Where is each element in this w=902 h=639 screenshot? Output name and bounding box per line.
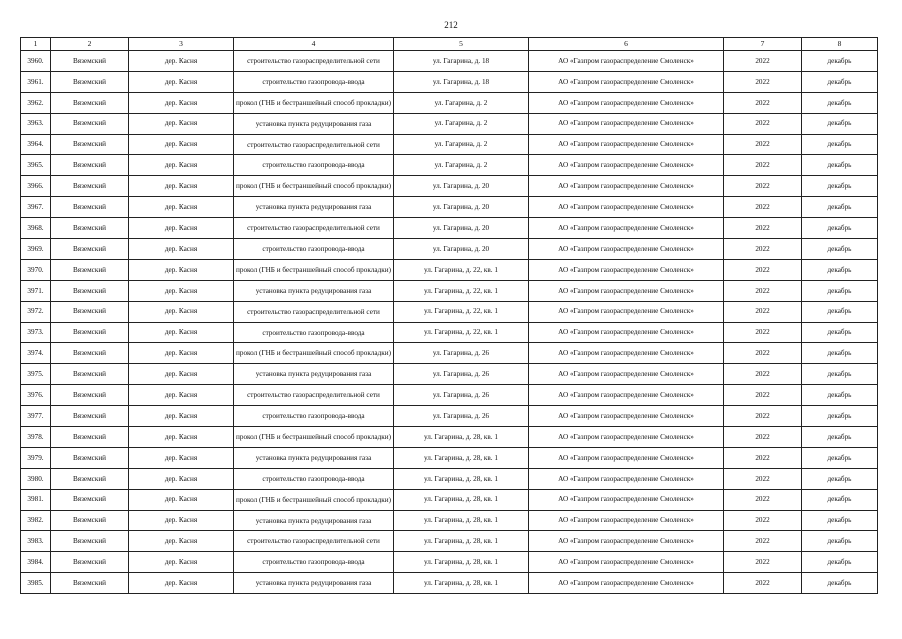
cell-row-number: 3983. (21, 531, 51, 552)
cell-address: ул. Гагарина, д. 26 (394, 406, 529, 427)
cell-work-type: установка пункта редуцирования газа (234, 280, 394, 301)
cell-work-type: установка пункта редуцирования газа (234, 197, 394, 218)
cell-month: декабрь (802, 51, 878, 72)
cell-contractor: АО «Газпром газораспределение Смоленск» (529, 468, 724, 489)
cell-settlement: дер. Касня (129, 280, 234, 301)
cell-address: ул. Гагарина, д. 28, кв. 1 (394, 468, 529, 489)
cell-year: 2022 (724, 343, 802, 364)
cell-work-type: строительство газораспределительной сети (234, 301, 394, 322)
cell-contractor: АО «Газпром газораспределение Смоленск» (529, 134, 724, 155)
cell-address: ул. Гагарина, д. 20 (394, 218, 529, 239)
cell-contractor: АО «Газпром газораспределение Смоленск» (529, 197, 724, 218)
cell-settlement: дер. Касня (129, 218, 234, 239)
cell-settlement: дер. Касня (129, 155, 234, 176)
cell-row-number: 3972. (21, 301, 51, 322)
cell-settlement: дер. Касня (129, 239, 234, 260)
table-row (21, 364, 878, 385)
cell-month: декабрь (802, 343, 878, 364)
cell-district: Вяземский (51, 343, 129, 364)
cell-district: Вяземский (51, 176, 129, 197)
cell-month: декабрь (802, 385, 878, 406)
cell-district: Вяземский (51, 322, 129, 343)
cell-settlement: дер. Касня (129, 468, 234, 489)
cell-settlement: дер. Касня (129, 259, 234, 280)
cell-year: 2022 (724, 301, 802, 322)
cell-work-type: строительство газораспределительной сети (234, 134, 394, 155)
cell-district: Вяземский (51, 468, 129, 489)
cell-settlement: дер. Касня (129, 364, 234, 385)
cell-settlement: дер. Касня (129, 343, 234, 364)
cell-row-number: 3985. (21, 573, 51, 594)
table-row (21, 176, 878, 197)
cell-district: Вяземский (51, 239, 129, 260)
cell-row-number: 3968. (21, 218, 51, 239)
cell-district: Вяземский (51, 573, 129, 594)
cell-row-number: 3964. (21, 134, 51, 155)
cell-year: 2022 (724, 510, 802, 531)
table-row (21, 427, 878, 448)
cell-row-number: 3961. (21, 71, 51, 92)
cell-contractor: АО «Газпром газораспределение Смоленск» (529, 71, 724, 92)
cell-contractor: АО «Газпром газораспределение Смоленск» (529, 113, 724, 134)
cell-contractor: АО «Газпром газораспределение Смоленск» (529, 447, 724, 468)
table-row (21, 322, 878, 343)
cell-district: Вяземский (51, 197, 129, 218)
cell-contractor: АО «Газпром газораспределение Смоленск» (529, 239, 724, 260)
cell-address: ул. Гагарина, д. 28, кв. 1 (394, 489, 529, 510)
cell-address: ул. Гагарина, д. 28, кв. 1 (394, 531, 529, 552)
cell-district: Вяземский (51, 552, 129, 573)
table-row (21, 385, 878, 406)
cell-row-number: 3982. (21, 510, 51, 531)
cell-settlement: дер. Касня (129, 489, 234, 510)
cell-contractor: АО «Газпром газораспределение Смоленск» (529, 259, 724, 280)
cell-work-type: прокол (ГНБ и бестраншейный способ прокладки) (234, 489, 394, 510)
column-header-1: 1 (21, 38, 51, 51)
table-row (21, 51, 878, 72)
table-row (21, 406, 878, 427)
table-row (21, 489, 878, 510)
cell-month: декабрь (802, 510, 878, 531)
cell-district: Вяземский (51, 385, 129, 406)
cell-settlement: дер. Касня (129, 552, 234, 573)
cell-address: ул. Гагарина, д. 22, кв. 1 (394, 301, 529, 322)
cell-month: декабрь (802, 406, 878, 427)
cell-settlement: дер. Касня (129, 197, 234, 218)
cell-address: ул. Гагарина, д. 20 (394, 239, 529, 260)
cell-settlement: дер. Касня (129, 134, 234, 155)
cell-month: декабрь (802, 552, 878, 573)
cell-work-type: строительство газораспределительной сети (234, 218, 394, 239)
cell-work-type: прокол (ГНБ и бестраншейный способ прокладки) (234, 343, 394, 364)
cell-month: декабрь (802, 155, 878, 176)
cell-work-type: строительство газопровода-ввода (234, 322, 394, 343)
cell-address: ул. Гагарина, д. 2 (394, 134, 529, 155)
cell-year: 2022 (724, 113, 802, 134)
cell-row-number: 3977. (21, 406, 51, 427)
table-row (21, 197, 878, 218)
cell-year: 2022 (724, 92, 802, 113)
cell-year: 2022 (724, 385, 802, 406)
column-header-7: 7 (724, 38, 802, 51)
cell-year: 2022 (724, 447, 802, 468)
cell-address: ул. Гагарина, д. 22, кв. 1 (394, 280, 529, 301)
cell-row-number: 3962. (21, 92, 51, 113)
cell-month: декабрь (802, 301, 878, 322)
cell-district: Вяземский (51, 489, 129, 510)
cell-work-type: строительство газораспределительной сети (234, 385, 394, 406)
cell-row-number: 3976. (21, 385, 51, 406)
cell-address: ул. Гагарина, д. 28, кв. 1 (394, 427, 529, 448)
cell-settlement: дер. Касня (129, 447, 234, 468)
table-row (21, 113, 878, 134)
cell-address: ул. Гагарина, д. 28, кв. 1 (394, 552, 529, 573)
cell-row-number: 3971. (21, 280, 51, 301)
cell-month: декабрь (802, 71, 878, 92)
cell-work-type: прокол (ГНБ и бестраншейный способ прокладки) (234, 176, 394, 197)
column-header-3: 3 (129, 38, 234, 51)
cell-district: Вяземский (51, 113, 129, 134)
cell-row-number: 3969. (21, 239, 51, 260)
cell-month: декабрь (802, 280, 878, 301)
cell-row-number: 3984. (21, 552, 51, 573)
table-row (21, 280, 878, 301)
cell-address: ул. Гагарина, д. 22, кв. 1 (394, 259, 529, 280)
cell-year: 2022 (724, 239, 802, 260)
cell-month: декабрь (802, 427, 878, 448)
cell-row-number: 3980. (21, 468, 51, 489)
cell-month: декабрь (802, 468, 878, 489)
cell-row-number: 3978. (21, 427, 51, 448)
table-header (21, 38, 878, 51)
cell-work-type: строительство газопровода-ввода (234, 552, 394, 573)
cell-settlement: дер. Касня (129, 51, 234, 72)
cell-year: 2022 (724, 259, 802, 280)
cell-year: 2022 (724, 364, 802, 385)
cell-month: декабрь (802, 92, 878, 113)
cell-month: декабрь (802, 239, 878, 260)
cell-contractor: АО «Газпром газораспределение Смоленск» (529, 573, 724, 594)
page-number: 212 (444, 20, 458, 30)
cell-work-type: строительство газопровода-ввода (234, 406, 394, 427)
cell-year: 2022 (724, 51, 802, 72)
cell-month: декабрь (802, 134, 878, 155)
cell-row-number: 3975. (21, 364, 51, 385)
table-row (21, 218, 878, 239)
table-row (21, 510, 878, 531)
column-header-2: 2 (51, 38, 129, 51)
cell-address: ул. Гагарина, д. 18 (394, 51, 529, 72)
table-row (21, 301, 878, 322)
cell-contractor: АО «Газпром газораспределение Смоленск» (529, 552, 724, 573)
cell-contractor: АО «Газпром газораспределение Смоленск» (529, 92, 724, 113)
cell-year: 2022 (724, 197, 802, 218)
cell-year: 2022 (724, 280, 802, 301)
cell-settlement: дер. Касня (129, 301, 234, 322)
cell-work-type: строительство газопровода-ввода (234, 155, 394, 176)
cell-row-number: 3981. (21, 489, 51, 510)
cell-district: Вяземский (51, 364, 129, 385)
column-header-4: 4 (234, 38, 394, 51)
cell-work-type: прокол (ГНБ и бестраншейный способ прокладки) (234, 92, 394, 113)
cell-year: 2022 (724, 573, 802, 594)
cell-work-type: прокол (ГНБ и бестраншейный способ прокладки) (234, 259, 394, 280)
cell-district: Вяземский (51, 92, 129, 113)
cell-settlement: дер. Касня (129, 385, 234, 406)
cell-month: декабрь (802, 218, 878, 239)
cell-work-type: строительство газопровода-ввода (234, 71, 394, 92)
cell-work-type: строительство газопровода-ввода (234, 468, 394, 489)
table-row (21, 71, 878, 92)
cell-work-type: установка пункта редуцирования газа (234, 573, 394, 594)
header-row (21, 38, 878, 51)
cell-row-number: 3979. (21, 447, 51, 468)
table-row (21, 468, 878, 489)
table-row (21, 239, 878, 260)
cell-district: Вяземский (51, 531, 129, 552)
cell-month: декабрь (802, 259, 878, 280)
cell-district: Вяземский (51, 71, 129, 92)
cell-year: 2022 (724, 406, 802, 427)
cell-year: 2022 (724, 155, 802, 176)
cell-row-number: 3967. (21, 197, 51, 218)
cell-contractor: АО «Газпром газораспределение Смоленск» (529, 406, 724, 427)
cell-contractor: АО «Газпром газораспределение Смоленск» (529, 489, 724, 510)
cell-contractor: АО «Газпром газораспределение Смоленск» (529, 280, 724, 301)
cell-district: Вяземский (51, 406, 129, 427)
cell-month: декабрь (802, 447, 878, 468)
cell-contractor: АО «Газпром газораспределение Смоленск» (529, 364, 724, 385)
cell-contractor: АО «Газпром газораспределение Смоленск» (529, 343, 724, 364)
cell-settlement: дер. Касня (129, 92, 234, 113)
column-header-8: 8 (802, 38, 878, 51)
cell-work-type: строительство газораспределительной сети (234, 51, 394, 72)
cell-district: Вяземский (51, 51, 129, 72)
cell-address: ул. Гагарина, д. 28, кв. 1 (394, 573, 529, 594)
cell-row-number: 3966. (21, 176, 51, 197)
cell-contractor: АО «Газпром газораспределение Смоленск» (529, 427, 724, 448)
cell-settlement: дер. Касня (129, 71, 234, 92)
table-body (21, 51, 878, 594)
cell-address: ул. Гагарина, д. 28, кв. 1 (394, 447, 529, 468)
table-row (21, 531, 878, 552)
cell-contractor: АО «Газпром газораспределение Смоленск» (529, 51, 724, 72)
cell-month: декабрь (802, 197, 878, 218)
cell-address: ул. Гагарина, д. 2 (394, 92, 529, 113)
cell-settlement: дер. Касня (129, 113, 234, 134)
cell-contractor: АО «Газпром газораспределение Смоленск» (529, 301, 724, 322)
cell-row-number: 3974. (21, 343, 51, 364)
cell-work-type: прокол (ГНБ и бестраншейный способ прокладки) (234, 427, 394, 448)
cell-address: ул. Гагарина, д. 26 (394, 385, 529, 406)
cell-district: Вяземский (51, 218, 129, 239)
cell-district: Вяземский (51, 301, 129, 322)
cell-district: Вяземский (51, 259, 129, 280)
table-row (21, 259, 878, 280)
cell-year: 2022 (724, 71, 802, 92)
cell-year: 2022 (724, 134, 802, 155)
cell-work-type: установка пункта редуцирования газа (234, 113, 394, 134)
cell-district: Вяземский (51, 134, 129, 155)
cell-year: 2022 (724, 218, 802, 239)
cell-work-type: строительство газораспределительной сети (234, 531, 394, 552)
cell-address: ул. Гагарина, д. 22, кв. 1 (394, 322, 529, 343)
cell-year: 2022 (724, 531, 802, 552)
table-row (21, 92, 878, 113)
cell-settlement: дер. Касня (129, 176, 234, 197)
cell-district: Вяземский (51, 427, 129, 448)
cell-year: 2022 (724, 427, 802, 448)
cell-contractor: АО «Газпром газораспределение Смоленск» (529, 176, 724, 197)
cell-district: Вяземский (51, 447, 129, 468)
cell-district: Вяземский (51, 510, 129, 531)
cell-month: декабрь (802, 364, 878, 385)
cell-settlement: дер. Касня (129, 510, 234, 531)
cell-address: ул. Гагарина, д. 18 (394, 71, 529, 92)
cell-address: ул. Гагарина, д. 26 (394, 343, 529, 364)
cell-address: ул. Гагарина, д. 26 (394, 364, 529, 385)
cell-contractor: АО «Газпром газораспределение Смоленск» (529, 385, 724, 406)
column-header-6: 6 (529, 38, 724, 51)
cell-address: ул. Гагарина, д. 2 (394, 113, 529, 134)
cell-month: декабрь (802, 176, 878, 197)
cell-year: 2022 (724, 489, 802, 510)
cell-year: 2022 (724, 552, 802, 573)
cell-row-number: 3963. (21, 113, 51, 134)
table-row (21, 552, 878, 573)
cell-row-number: 3970. (21, 259, 51, 280)
column-header-5: 5 (394, 38, 529, 51)
cell-settlement: дер. Касня (129, 573, 234, 594)
cell-work-type: установка пункта редуцирования газа (234, 447, 394, 468)
cell-work-type: установка пункта редуцирования газа (234, 364, 394, 385)
cell-contractor: АО «Газпром газораспределение Смоленск» (529, 531, 724, 552)
cell-settlement: дер. Касня (129, 531, 234, 552)
cell-row-number: 3973. (21, 322, 51, 343)
cell-month: декабрь (802, 113, 878, 134)
table-row (21, 573, 878, 594)
cell-address: ул. Гагарина, д. 20 (394, 197, 529, 218)
table-row (21, 447, 878, 468)
cell-settlement: дер. Касня (129, 427, 234, 448)
cell-district: Вяземский (51, 155, 129, 176)
cell-row-number: 3960. (21, 51, 51, 72)
gasification-table (20, 37, 878, 594)
cell-row-number: 3965. (21, 155, 51, 176)
cell-month: декабрь (802, 322, 878, 343)
cell-month: декабрь (802, 489, 878, 510)
cell-year: 2022 (724, 176, 802, 197)
cell-year: 2022 (724, 322, 802, 343)
cell-work-type: установка пункта редуцирования газа (234, 510, 394, 531)
cell-contractor: АО «Газпром газораспределение Смоленск» (529, 510, 724, 531)
cell-contractor: АО «Газпром газораспределение Смоленск» (529, 155, 724, 176)
cell-settlement: дер. Касня (129, 406, 234, 427)
table-row (21, 134, 878, 155)
cell-address: ул. Гагарина, д. 28, кв. 1 (394, 510, 529, 531)
cell-work-type: строительство газопровода-ввода (234, 239, 394, 260)
cell-district: Вяземский (51, 280, 129, 301)
cell-address: ул. Гагарина, д. 20 (394, 176, 529, 197)
cell-month: декабрь (802, 531, 878, 552)
cell-settlement: дер. Касня (129, 322, 234, 343)
cell-address: ул. Гагарина, д. 2 (394, 155, 529, 176)
cell-contractor: АО «Газпром газораспределение Смоленск» (529, 322, 724, 343)
cell-contractor: АО «Газпром газораспределение Смоленск» (529, 218, 724, 239)
cell-year: 2022 (724, 468, 802, 489)
cell-month: декабрь (802, 573, 878, 594)
table-row (21, 343, 878, 364)
table-row (21, 155, 878, 176)
